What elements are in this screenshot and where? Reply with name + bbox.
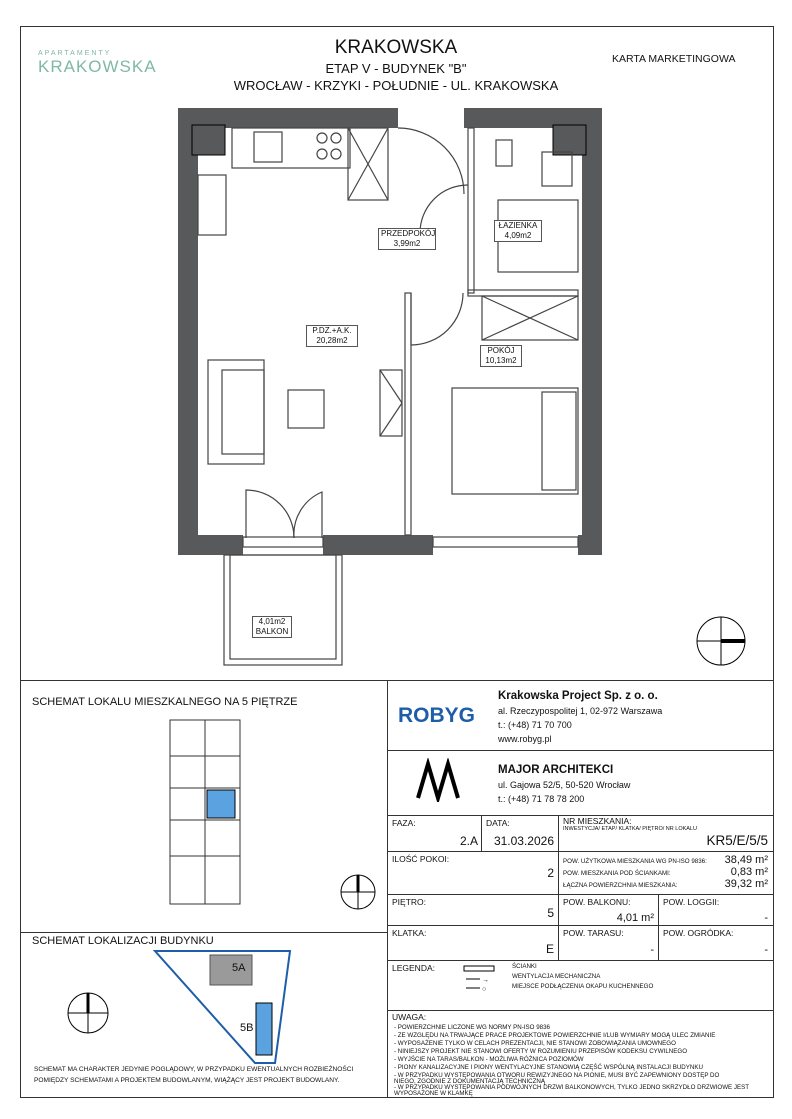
legend-item-3: MIEJSCE PODŁĄCZENIA OKAPU KUCHENNEGO	[512, 983, 654, 990]
loggia-value: -	[764, 912, 768, 924]
building-b-shape	[256, 1003, 272, 1055]
building-a-label: 5A	[232, 962, 246, 974]
table-line-4	[387, 960, 774, 961]
north-arrow-icon	[692, 612, 750, 670]
legend-item-2: WENTYLACJA MECHANICZNA	[512, 973, 601, 980]
developer-phone: t.: (+48) 71 70 700	[498, 720, 572, 730]
room-label-bedroom: POKÓJ 10,13m2	[480, 345, 522, 367]
pillows	[542, 392, 576, 490]
disclaimer-1: SCHEMAT MA CHARAKTER JEDYNIE POGLĄDOWY, W PRZYPADKU EWENTUALNYCH ROZBIEŻNOŚCI	[34, 1066, 354, 1073]
table-line-2	[387, 894, 774, 895]
sofa	[208, 360, 264, 464]
shaft-right	[553, 125, 586, 155]
page-subtitle: ETAP V - BUDYNEK "B"	[325, 61, 467, 76]
dev-divider	[387, 750, 774, 751]
notes-line-10: WYPOSAŻONE W KLAMKĘ	[394, 1090, 473, 1097]
door-balcony-right	[294, 492, 322, 538]
location-schema-title: SCHEMAT LOKALIZACJI BUDYNKU	[32, 935, 214, 947]
taras-value: -	[650, 944, 654, 956]
table-line-3	[387, 925, 774, 926]
legend-title: LEGENDA:	[392, 963, 435, 973]
table-line-5	[387, 1010, 774, 1011]
wall-bottom-mid	[323, 535, 433, 555]
notes-line-7: - W PRZYPADKU WYSTĘPOWANIA OTWORU REWIZYJNEGO NA PIONIE, MUSI BYĆ ZAPEWNIONY DOSTĘP DO	[394, 1072, 720, 1079]
notes-line-1: - POWIERZCHNIE LICZONE WG NORMY PN-ISO 9836	[394, 1024, 550, 1031]
notes-line-2: - ZE WZGLĘDU NA TRWAJĄCE PRACE PROJEKTOWE POWIERZCHNIE I/LUB WYMIARY MOGĄ ULEC ZMIANIE	[394, 1032, 716, 1039]
logo-line1: APARTAMENTY	[38, 50, 112, 57]
nr-value: KR5/E/5/5	[706, 833, 768, 848]
pokoi-value: 2	[547, 866, 554, 880]
bed	[452, 388, 578, 494]
room-label-hall: PRZEDPOKÓJ 3,99m2	[378, 228, 436, 250]
notes-line-6: - PIONY KANALIZACYJNE I PIONY WENTYLACYJNE STANOWIĄ CZĘŚĆ WSPÓLNĄ INSTALACJI BUDYNKU	[394, 1064, 703, 1071]
wall-left	[178, 108, 198, 555]
developer-address: al. Rzeczypospolitej 1, 02-972 Warszawa	[498, 706, 663, 716]
location-divider	[20, 932, 387, 933]
room-label-living: P.DZ.+A.K. 20,28m2	[306, 325, 358, 347]
klatka-value: E	[545, 942, 554, 956]
floor-schema	[160, 716, 250, 912]
door-entrance	[398, 128, 464, 194]
faza-value: 2.A	[459, 834, 478, 848]
bottom-divider	[20, 680, 774, 681]
room-label-bath: ŁAZIENKA 4,09m2	[494, 220, 542, 242]
pow-skosy-label: POW. MIESZKANIA POD ŚCIANKAMI:	[563, 870, 671, 877]
faza-label: FAZA:	[392, 818, 416, 828]
notes-title: UWAGA:	[392, 1012, 427, 1022]
pow-laczna-value: 39,32 m²	[724, 878, 768, 890]
balkon-label: POW. BALKONU:	[563, 897, 631, 907]
developer-name: Krakowska Project Sp. z o. o.	[498, 690, 658, 702]
table	[288, 390, 324, 428]
table-vline-1	[481, 815, 482, 851]
ogrodek-value: -	[764, 944, 768, 956]
wall-bottom-right	[578, 535, 602, 555]
bath-partition-h	[468, 290, 578, 296]
door-opening-top	[398, 108, 464, 128]
bath-partition-v	[468, 128, 474, 293]
page-location: WROCŁAW - KRZYKI - POŁUDNIE - UL. KRAKOWSKA	[233, 78, 559, 93]
architect-address: ul. Gajowa 52/5, 50-520 Wrocław	[498, 780, 631, 790]
wall-right	[582, 108, 602, 555]
nr-label: NR MIESZKANIA:	[563, 816, 632, 826]
pow-uzytkowa-label: POW. UŻYTKOWA MIESZKANIA WG PN-ISO 9836:	[563, 858, 707, 865]
notes-line-8: NIEGO, ZGODNIE Z DOKUMENTACJĄ TECHNICZNĄ	[394, 1078, 546, 1085]
notes-line-3: - WYPOSAŻENIE TYLKO W CELACH PREZENTACJI, NIE STANOWI ZOBOWIĄZANIA UMOWNEGO	[394, 1040, 676, 1047]
data-value: 31.03.2026	[493, 834, 554, 848]
table-vline-3	[658, 894, 659, 960]
svg-text:○: ○	[482, 986, 487, 993]
taras-label: POW. TARASU:	[563, 928, 624, 938]
toilet	[496, 140, 512, 166]
table-vline-2	[558, 815, 559, 960]
fridge	[198, 175, 226, 235]
balkon-value: 4,01 m²	[616, 912, 654, 924]
data-label: DATA:	[486, 818, 510, 828]
notes-line-5: - WYJŚCIE NA TARAS/BALKON - MOŻLIWA RÓŻNICA POZIOMÓW	[394, 1056, 584, 1063]
table-line-1	[387, 851, 774, 852]
floor-schema-title: SCHEMAT LOKALU MIESZKALNEGO NA 5 PIĘTRZE	[32, 696, 298, 708]
location-schema	[60, 945, 320, 1070]
bottom-vdivider	[387, 680, 388, 1098]
klatka-label: KLATKA:	[392, 928, 427, 938]
sink	[254, 132, 282, 162]
legend-symbols	[462, 964, 502, 994]
notes-line-4: - NINIEJSZY PROJEKT NIE STANOWI OFERTY W ROZUMIENIU PRZEPISÓW KODEKSU CYWILNEGO	[394, 1048, 688, 1055]
page-title: KRAKOWSKA	[334, 37, 458, 58]
pow-uzytkowa-value: 38,49 m²	[724, 854, 768, 866]
architect-name: MAJOR ARCHITEKCI	[498, 764, 614, 776]
balcony-outline	[224, 555, 342, 665]
tv-unit	[380, 370, 402, 436]
floor-plan	[170, 100, 610, 675]
door-balcony-left	[246, 490, 294, 538]
room-label-balcony: 4,01m2 BALKON	[252, 616, 292, 638]
ogrodek-label: POW. OGRÓDKA:	[663, 928, 734, 938]
sofa-seat	[222, 370, 264, 454]
wall-bottom-left	[178, 535, 243, 555]
building-b-label: 5B	[240, 1022, 254, 1034]
nr-sublabel: INWESTYCJA/ ETAP/ KLATKA/ PIĘTRO/ NR LOKALU	[563, 826, 697, 832]
disclaimer-2: POMIĘDZY SCHEMATAMI A PROJEKTEM BUDOWLANYM, WIĄŻĄCY JEST PROJEKT BUDOWLANY.	[34, 1077, 340, 1084]
north-arrow-schema-icon	[338, 872, 378, 912]
door-bedroom	[411, 293, 463, 345]
notes-line-9: - W PRZYPADKU WYSTĘPOWANIA PODWÓJNYCH DRZWI BALKONOWYCH, TYLKO JEDNO SKRZYDŁO DRZWIOWE JEST	[394, 1084, 750, 1091]
pietro-label: PIĘTRO:	[392, 897, 427, 907]
legend-item-1: ŚCIANKI	[512, 963, 537, 970]
architect-phone: t.: (+48) 71 78 78 200	[498, 794, 585, 804]
pietro-value: 5	[547, 906, 554, 920]
door-bathroom	[420, 185, 468, 233]
window-bedroom	[433, 537, 578, 547]
washbasin	[542, 152, 572, 186]
window-living	[243, 537, 323, 547]
developer-web: www.robyg.pl	[498, 734, 552, 744]
shaft-left	[192, 125, 225, 155]
pow-skosy-value: 0,83 m²	[730, 866, 768, 878]
pow-laczna-label: ŁĄCZNA POWIERZCHNIA MIESZKANIA:	[563, 882, 678, 889]
hall-partition	[405, 293, 411, 535]
loggia-label: POW. LOGGII:	[663, 897, 720, 907]
developer-logo: ROBYG	[398, 704, 476, 727]
apartment-highlight	[207, 790, 235, 818]
logo-line2: KRAKOWSKA	[38, 57, 157, 76]
balcony-inner	[230, 555, 336, 659]
architect-logo-icon	[414, 758, 464, 802]
card-type: KARTA MARKETINGOWA	[612, 53, 736, 65]
pokoi-label: ILOŚĆ POKOI:	[392, 854, 450, 864]
svg-text:→: →	[482, 977, 489, 984]
